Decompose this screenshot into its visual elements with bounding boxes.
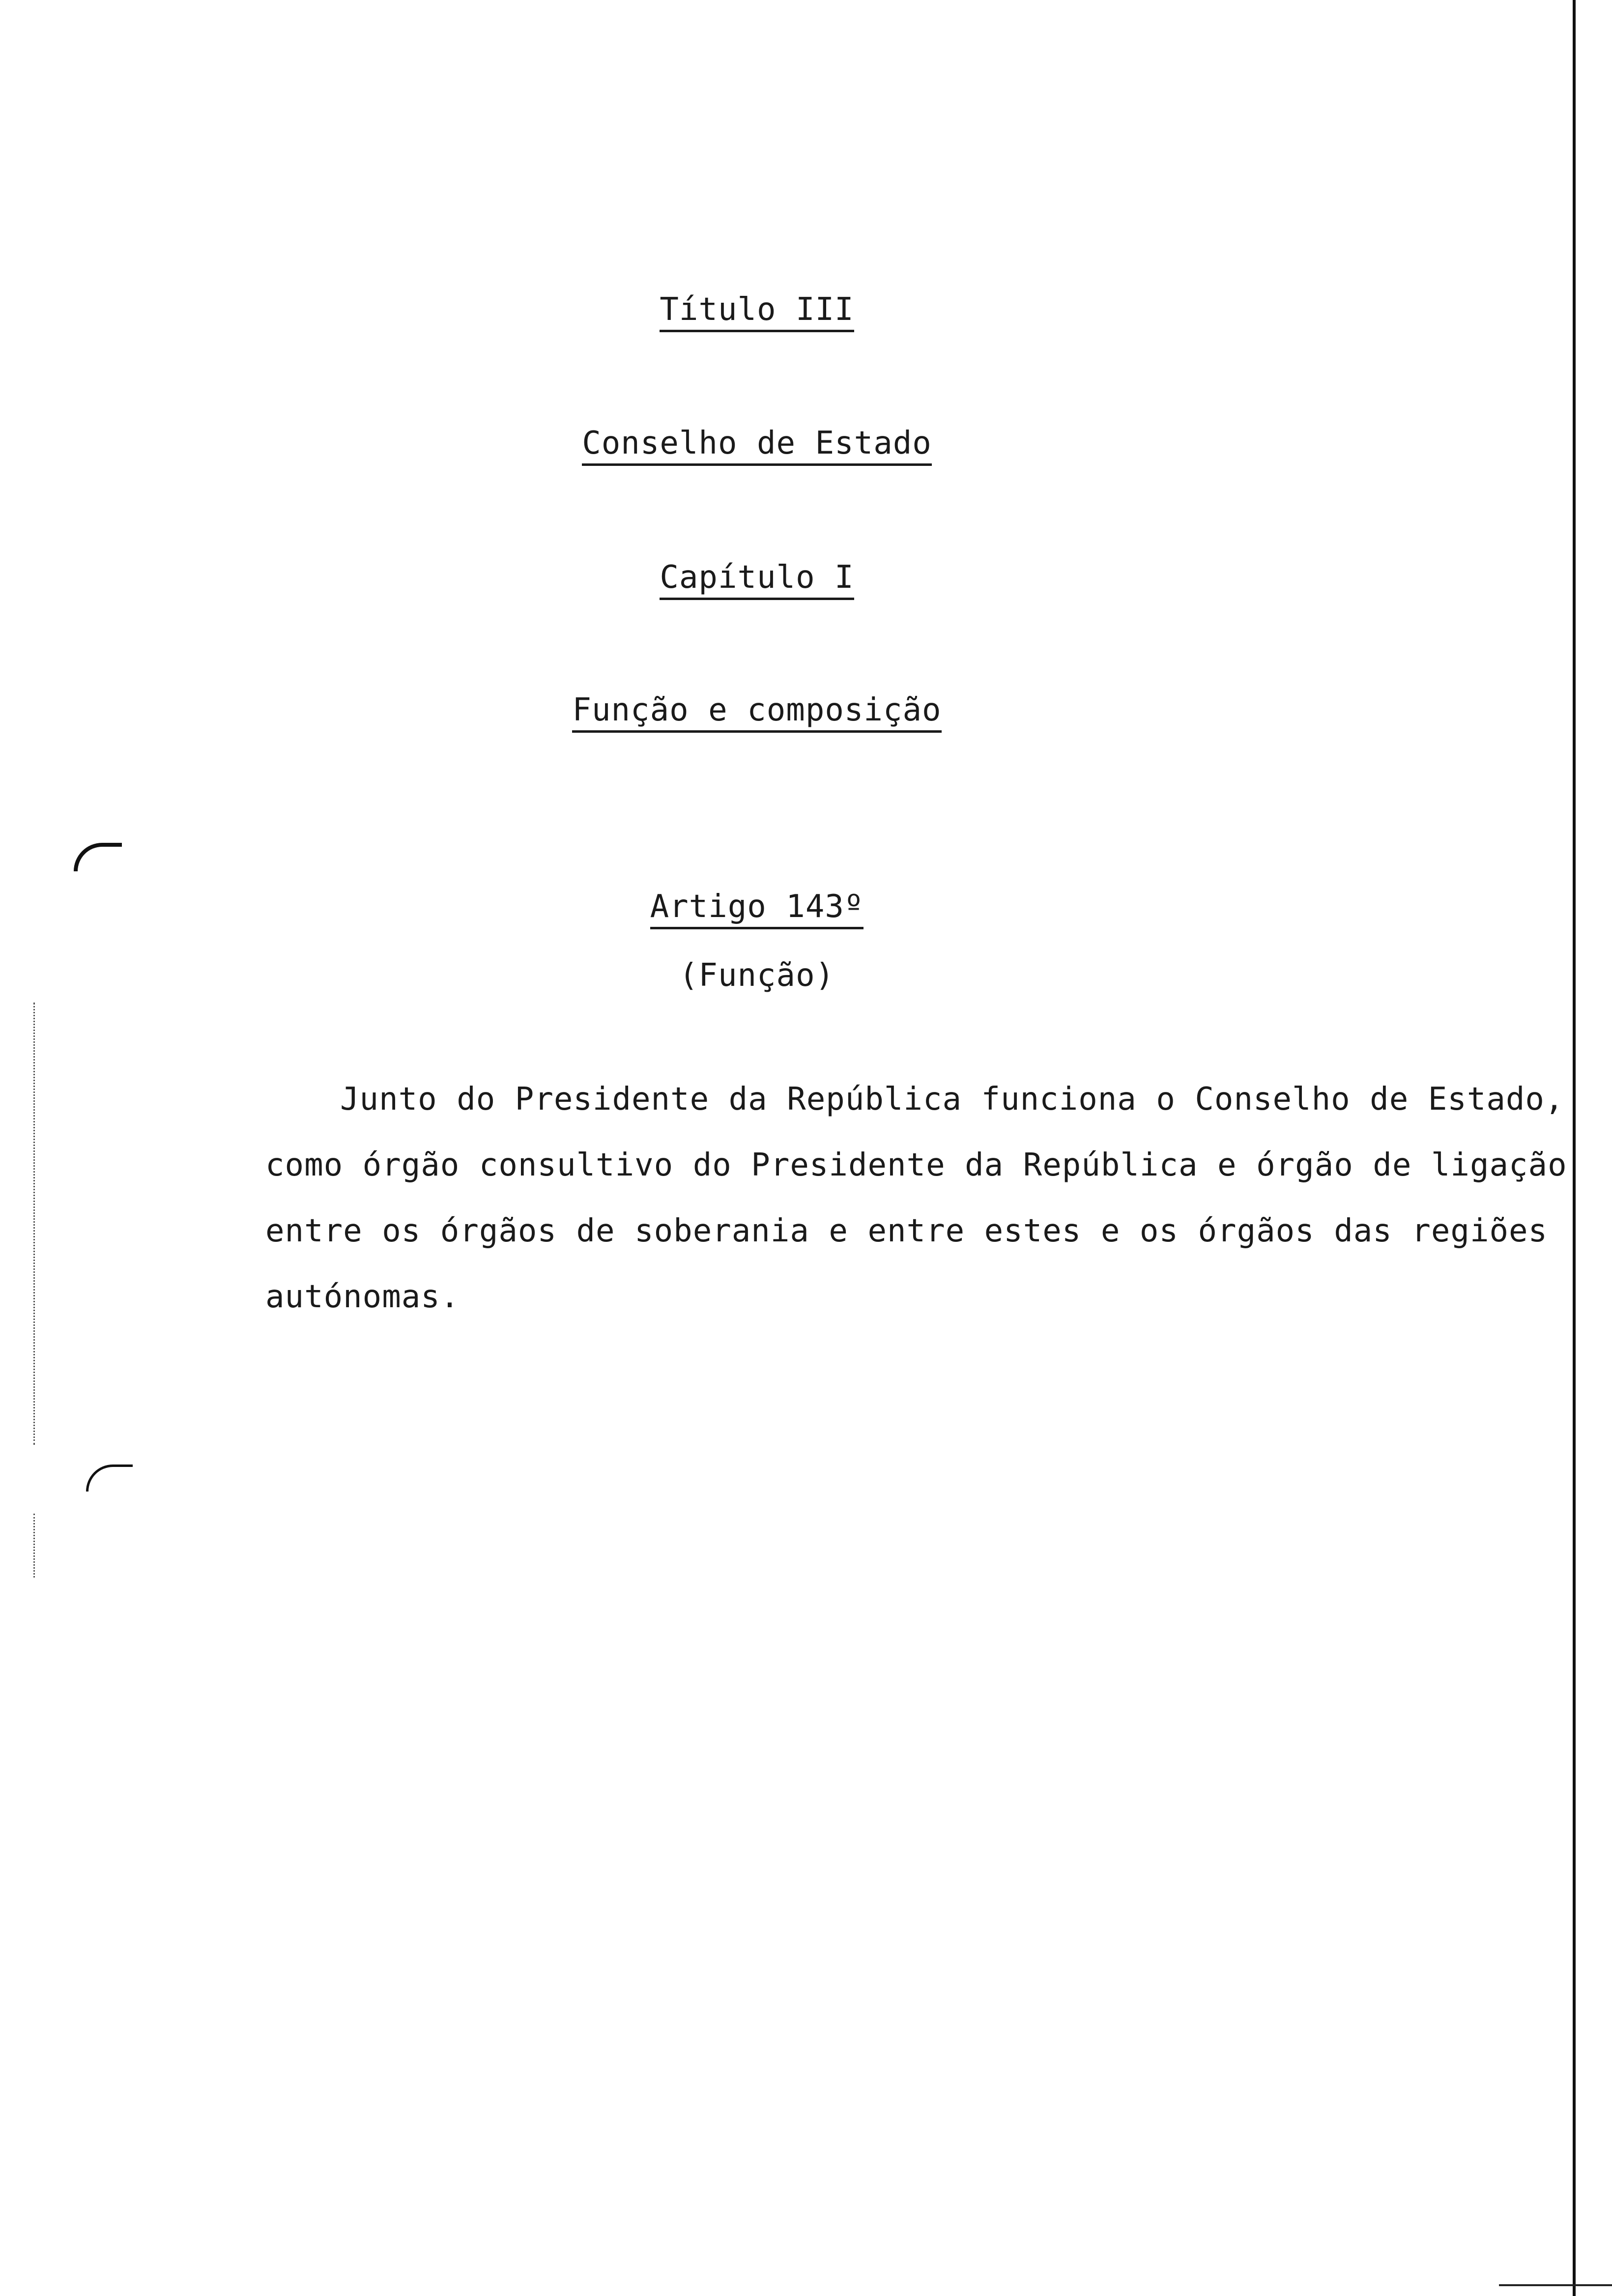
subtitle-heading — [0, 424, 1514, 463]
scan-edge-artifact — [33, 1514, 37, 1578]
body-line: entre os órgãos de soberania e entre estes e os órgãos das regiões — [265, 1213, 1548, 1249]
article-subheading — [0, 956, 1514, 995]
chapter-heading — [0, 558, 1514, 597]
scan-edge-artifact — [33, 1003, 37, 1445]
right-margin-rule — [1573, 0, 1576, 2296]
hole-punch-mark — [74, 843, 122, 871]
article-heading-text: (Função) — [679, 957, 835, 994]
chapter-text: Capítulo I — [660, 559, 854, 600]
body-line: autónomas. — [265, 1279, 460, 1315]
article-body — [265, 1066, 1612, 1330]
bottom-corner-rule — [1499, 2284, 1612, 2286]
article-number: Artigo 143º — [650, 889, 864, 929]
chapter-title-text: Função e composição — [572, 692, 941, 733]
subtitle-text: Conselho de Estado — [582, 425, 932, 466]
body-line: como órgão consultivo do Presidente da República e órgão de ligação — [265, 1147, 1567, 1183]
title-heading — [0, 290, 1514, 329]
article-heading — [0, 887, 1514, 926]
hole-punch-mark — [86, 1464, 133, 1492]
chapter-title-heading — [0, 690, 1514, 730]
title-text: Título III — [660, 291, 854, 332]
body-line: Junto do Presidente da República funciona o Conselho de Estado, — [340, 1081, 1564, 1118]
